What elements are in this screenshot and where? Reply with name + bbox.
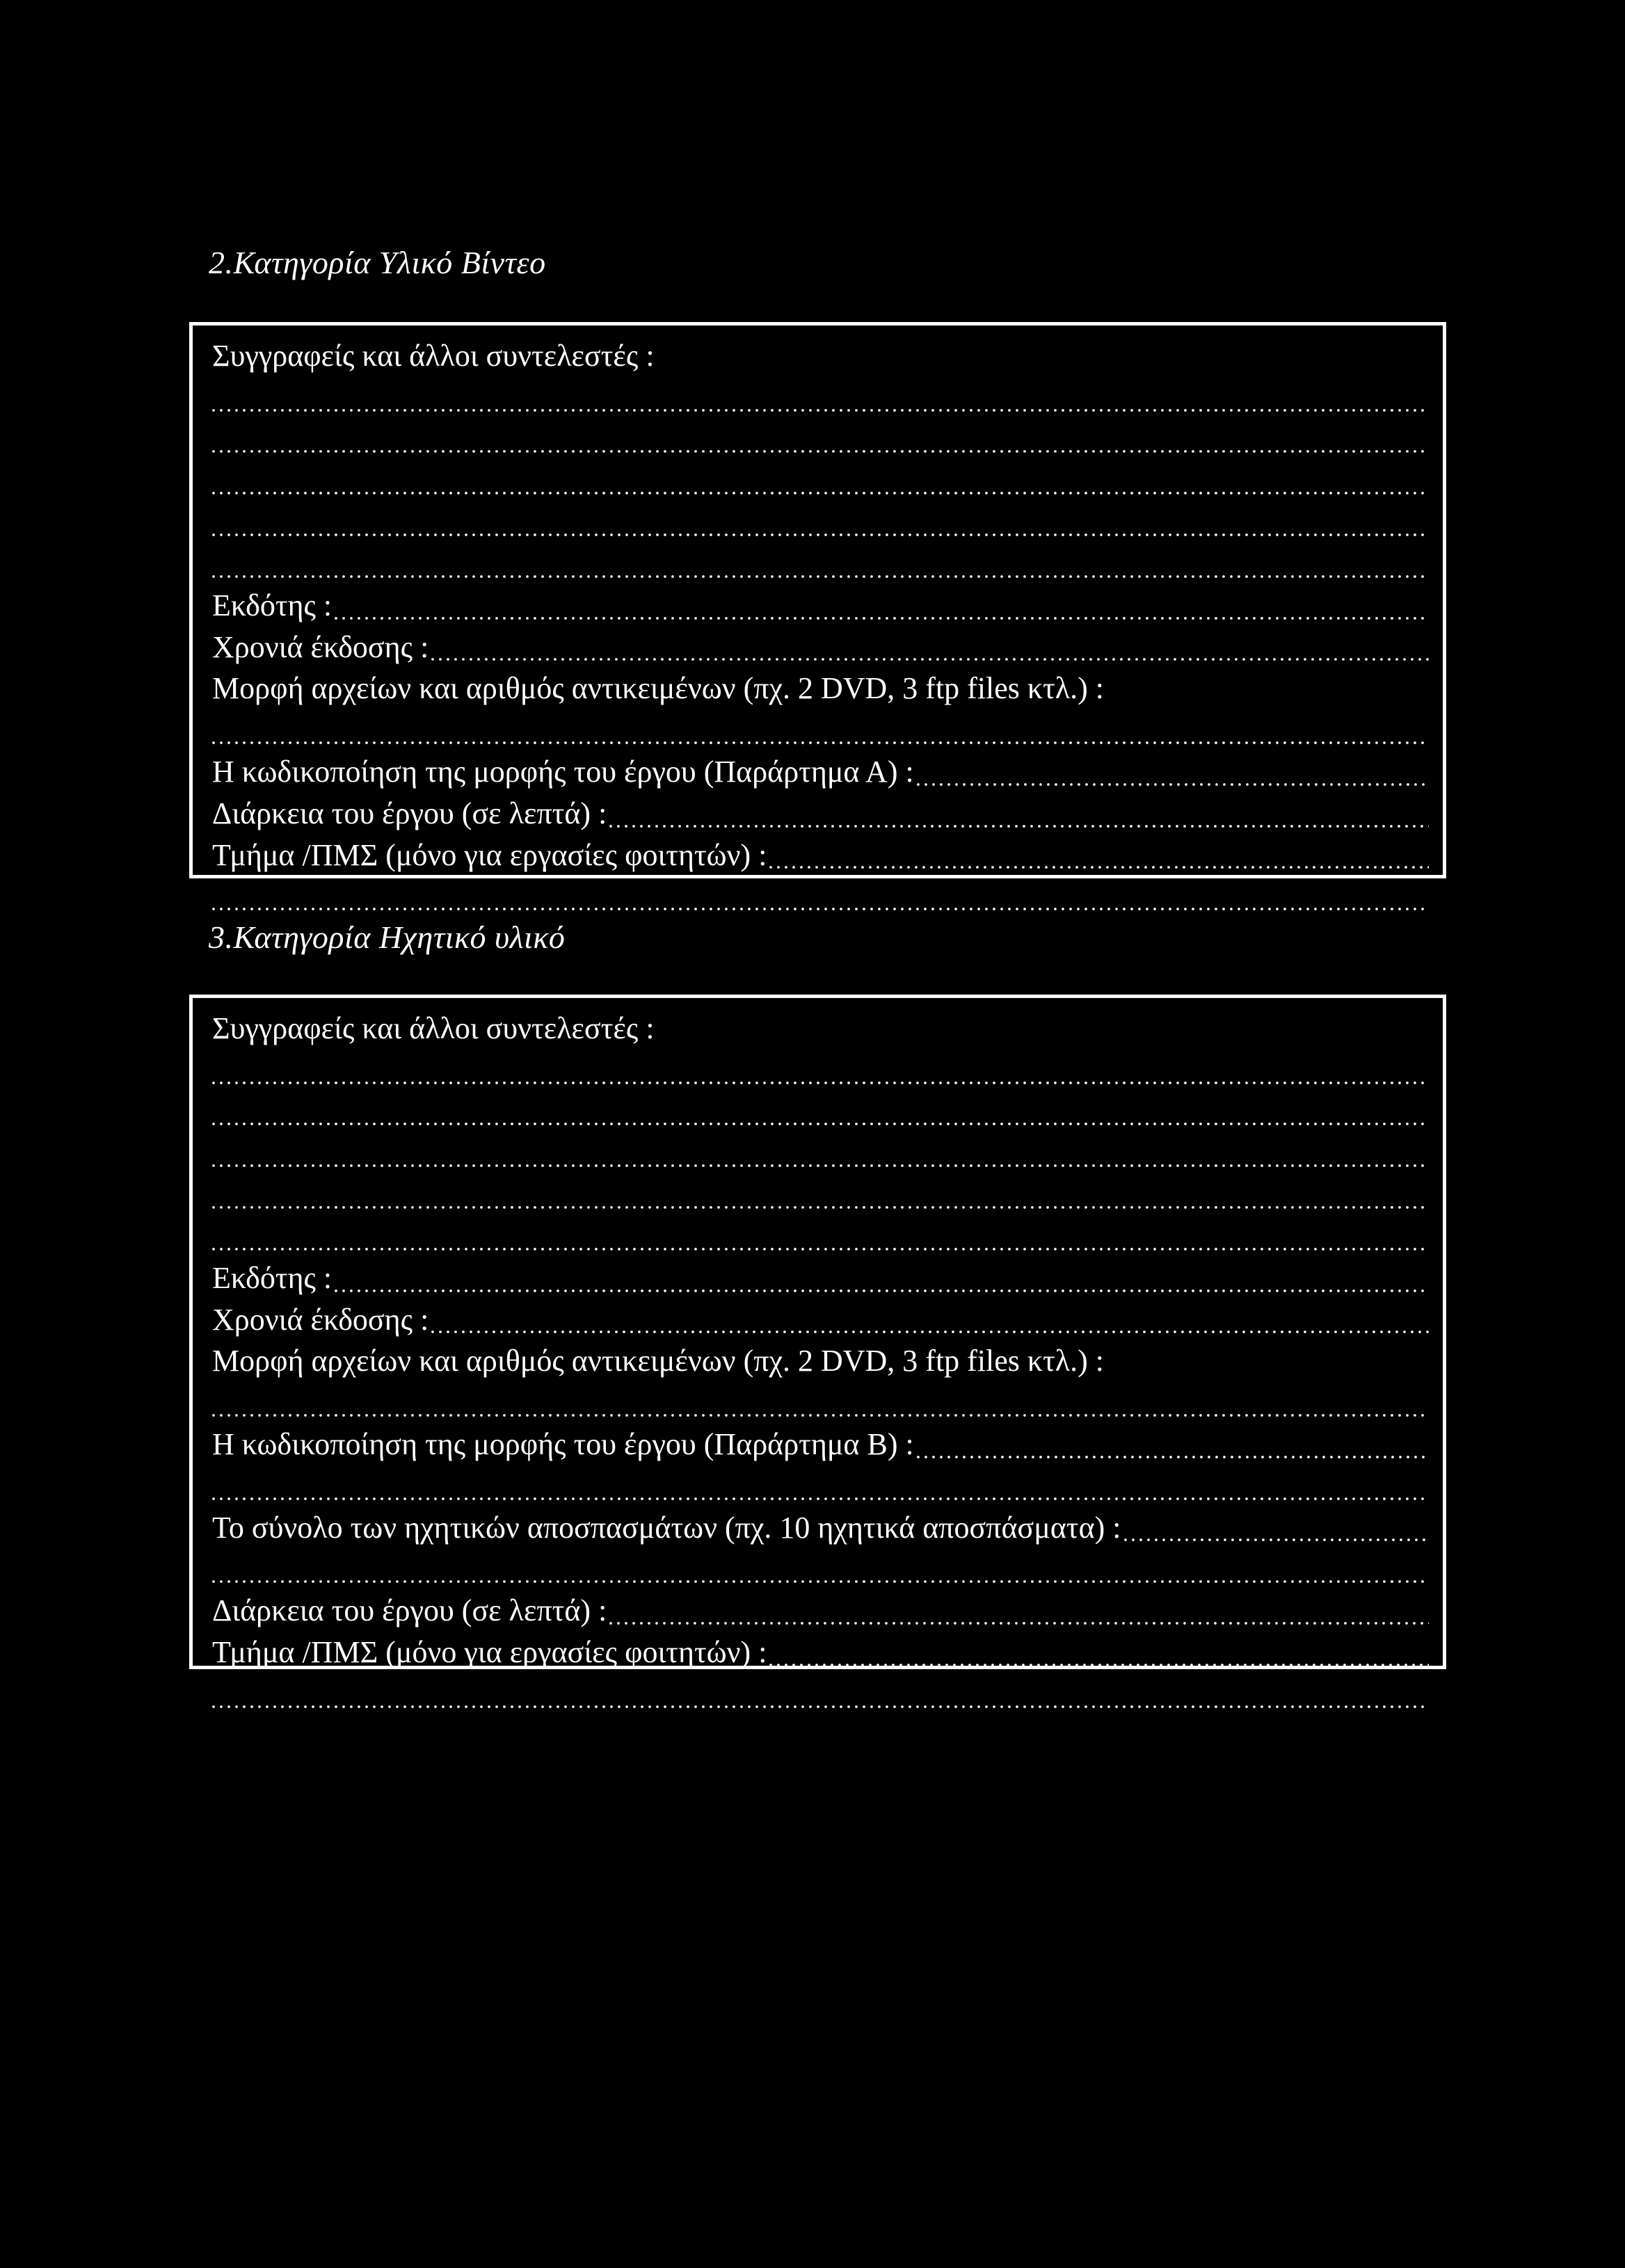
file-format-row xyxy=(212,1340,1429,1382)
video-form-box xyxy=(189,322,1446,878)
excerpts-label: Το σύνολο των ηχητικών αποσπασμάτων (πχ. 10 ηχητικά αποσπάσματα) : xyxy=(212,1510,1121,1545)
publisher-row[interactable] xyxy=(212,1257,1429,1299)
format-coding-entry-line[interactable] xyxy=(212,1465,1429,1507)
file-format-entry-line[interactable] xyxy=(212,709,1429,751)
year-field[interactable] xyxy=(431,1299,1429,1341)
duration-label: Διάρκεια του έργου (σε λεπτά) : xyxy=(212,1593,607,1628)
department-label: Τμήμα /ΠΜΣ (μόνο για εργασίες φοιτητών) : xyxy=(212,1634,767,1669)
publisher-field[interactable] xyxy=(335,1257,1429,1299)
authors-entry-line[interactable] xyxy=(212,1216,1429,1257)
authors-entry-line[interactable] xyxy=(212,1091,1429,1133)
publisher-label: Εκδότης : xyxy=(212,1260,333,1295)
file-format-label: Μορφή αρχείων και αριθμός αντικειμένων (πχ. 2 DVD, 3 ftp files κτλ.) : xyxy=(212,671,1104,706)
department-row[interactable] xyxy=(212,1632,1429,1673)
format-coding-field[interactable] xyxy=(917,751,1429,793)
year-row[interactable] xyxy=(212,627,1429,668)
duration-row[interactable] xyxy=(212,793,1429,835)
format-coding-field[interactable] xyxy=(917,1424,1429,1465)
video-section-heading: 2.Κατηγορία Υλικό Βίντεο xyxy=(209,245,546,280)
authors-entry-line[interactable] xyxy=(212,1132,1429,1174)
authors-label: Συγγραφείς και άλλοι συντελεστές : xyxy=(212,339,655,373)
publisher-row[interactable] xyxy=(212,585,1429,627)
excerpts-field[interactable] xyxy=(1124,1507,1429,1549)
year-label: Χρονιά έκδοσης : xyxy=(212,629,429,664)
audio-section-heading: 3.Κατηγορία Ηχητικό υλικό xyxy=(209,919,566,955)
duration-label: Διάρκεια του έργου (σε λεπτά) : xyxy=(212,796,607,830)
file-format-entry-line[interactable] xyxy=(212,1382,1429,1424)
authors-entry-line[interactable] xyxy=(212,543,1429,585)
department-row[interactable] xyxy=(212,835,1429,876)
audio-form-box xyxy=(189,995,1446,1669)
authors-entry-line[interactable] xyxy=(212,1174,1429,1216)
authors-entry-line[interactable] xyxy=(212,501,1429,543)
year-field[interactable] xyxy=(431,627,1429,668)
authors-row xyxy=(212,1008,1429,1049)
excerpts-entry-line[interactable] xyxy=(212,1548,1429,1590)
format-coding-label: Η κωδικοποίηση της μορφής του έργου (Παράρτημα Α) : xyxy=(212,754,914,789)
department-label: Τμήμα /ΠΜΣ (μόνο για εργασίες φοιτητών) : xyxy=(212,837,767,872)
year-label: Χρονιά έκδοσης : xyxy=(212,1302,429,1337)
year-row[interactable] xyxy=(212,1299,1429,1341)
publisher-label: Εκδότης : xyxy=(212,588,333,622)
authors-label: Συγγραφείς και άλλοι συντελεστές : xyxy=(212,1011,655,1045)
department-field[interactable] xyxy=(769,835,1429,876)
duration-row[interactable] xyxy=(212,1590,1429,1632)
duration-field[interactable] xyxy=(609,1590,1429,1632)
department-entry-line[interactable] xyxy=(212,1673,1429,1715)
authors-entry-line[interactable] xyxy=(212,460,1429,501)
department-field[interactable] xyxy=(769,1632,1429,1673)
format-coding-row[interactable] xyxy=(212,751,1429,793)
duration-field[interactable] xyxy=(609,793,1429,835)
file-format-row xyxy=(212,668,1429,709)
department-entry-line[interactable] xyxy=(212,876,1429,917)
format-coding-label: Η κωδικοποίηση της μορφής του έργου (Παράρτημα Β) : xyxy=(212,1426,914,1461)
authors-entry-line[interactable] xyxy=(212,377,1429,419)
authors-entry-line[interactable] xyxy=(212,1049,1429,1091)
excerpts-row[interactable] xyxy=(212,1507,1429,1549)
format-coding-row[interactable] xyxy=(212,1424,1429,1465)
authors-entry-line[interactable] xyxy=(212,419,1429,460)
publisher-field[interactable] xyxy=(335,585,1429,627)
file-format-label: Μορφή αρχείων και αριθμός αντικειμένων (πχ. 2 DVD, 3 ftp files κτλ.) : xyxy=(212,1344,1104,1378)
authors-row xyxy=(212,335,1429,377)
